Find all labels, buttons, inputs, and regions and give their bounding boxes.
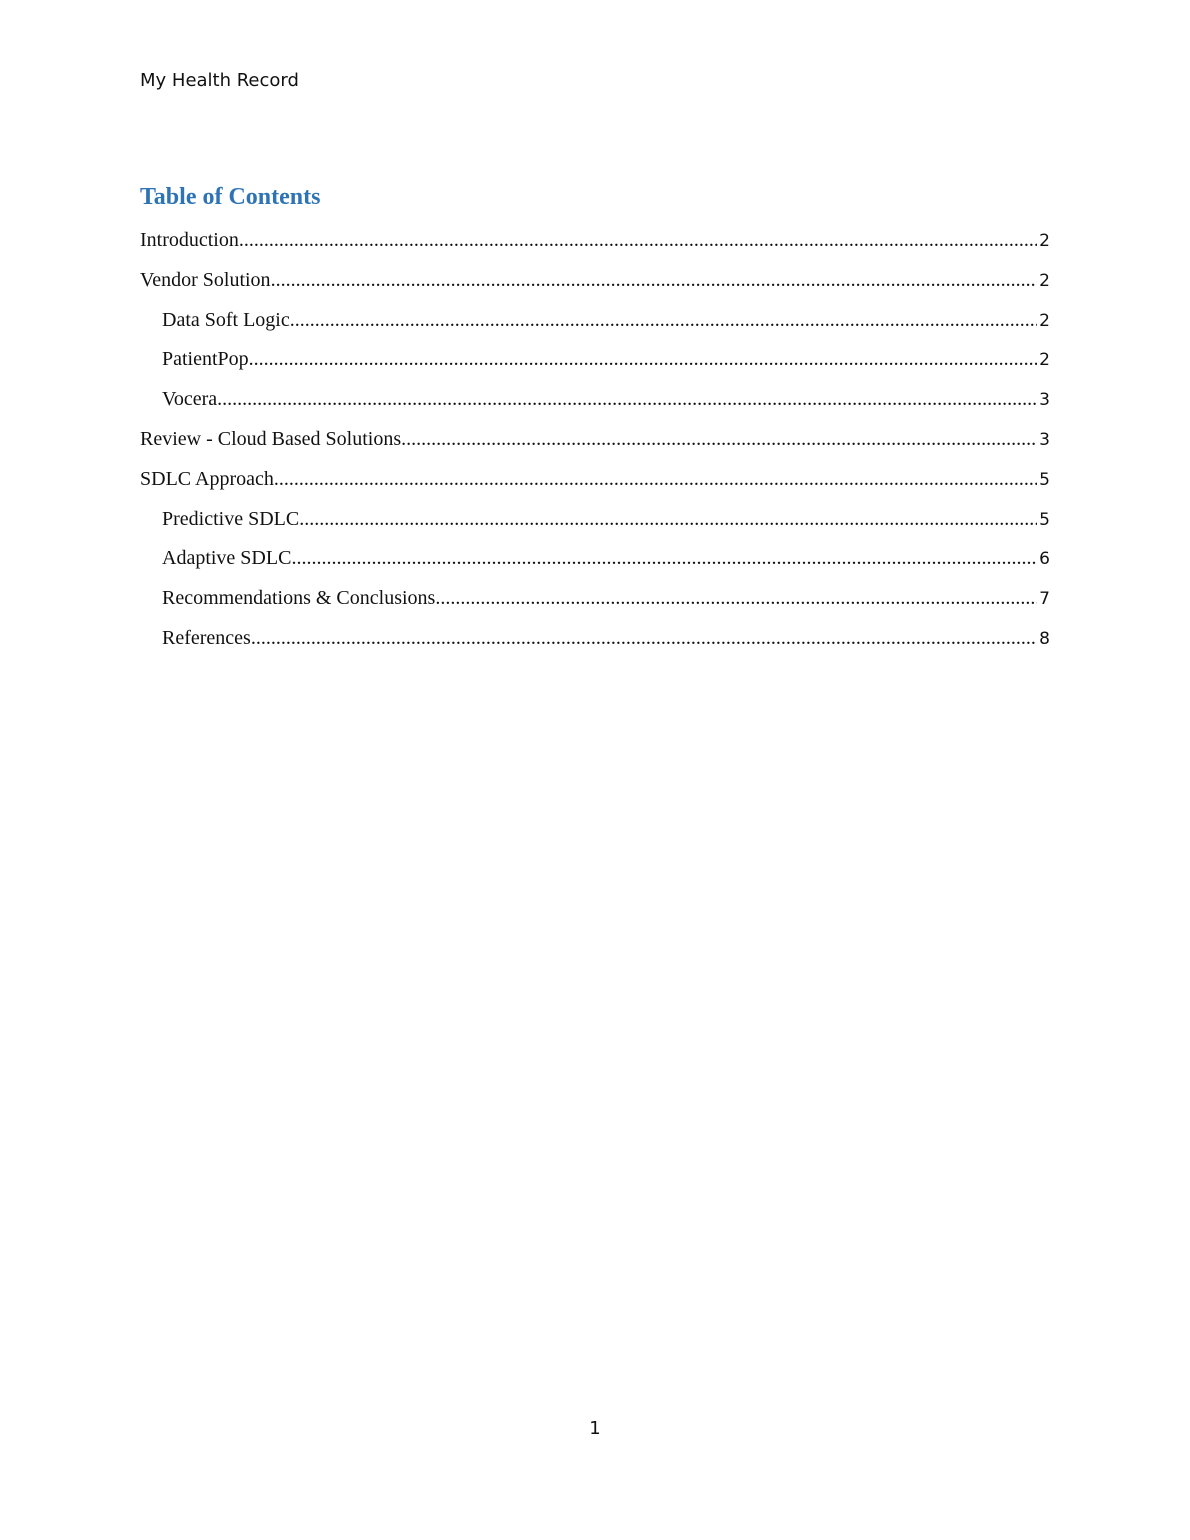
- toc-entry-label: Vocera: [162, 388, 218, 411]
- toc-entry-references[interactable]: [140, 624, 1050, 664]
- toc-entry-label: Review - Cloud Based Solutions: [140, 427, 402, 450]
- toc-dot-leader: [401, 425, 1037, 453]
- toc-entry-introduction[interactable]: [140, 226, 1050, 266]
- toc-entry-predictive-sdlc[interactable]: [140, 505, 1050, 545]
- toc-dot-leader: [239, 226, 1037, 254]
- toc-dot-leader: [217, 385, 1037, 413]
- toc-entry-label: Recommendations & Conclusions: [162, 587, 436, 610]
- toc-entry-patientpop[interactable]: [140, 345, 1050, 385]
- toc-dot-leader: [274, 465, 1037, 493]
- toc-entry-label: Vendor Solution: [140, 268, 271, 291]
- toc-entry-label: Adaptive SDLC: [162, 547, 292, 570]
- toc-dot-leader: [271, 266, 1038, 294]
- toc-dot-leader: [299, 505, 1037, 533]
- toc-entry-recommendations-conclusions[interactable]: [140, 584, 1050, 624]
- toc-entry-page: 3: [1039, 429, 1050, 450]
- toc-entry-label: SDLC Approach: [140, 467, 274, 490]
- toc-entry-vocera[interactable]: [140, 385, 1050, 425]
- toc-dot-leader: [291, 544, 1037, 572]
- page-number: 1: [589, 1418, 601, 1439]
- toc-entry-review-cloud-based-solutions[interactable]: [140, 425, 1050, 465]
- toc-entry-label: Data Soft Logic: [162, 308, 290, 331]
- toc-entry-page: 2: [1039, 310, 1050, 331]
- toc-entry-page: 7: [1039, 589, 1050, 610]
- toc-entry-page: 5: [1039, 469, 1050, 490]
- toc-entry-label: Introduction: [140, 229, 239, 251]
- toc-entry-label: Predictive SDLC: [162, 507, 300, 530]
- toc-entry-adaptive-sdlc[interactable]: [140, 544, 1050, 584]
- toc-entry-page: 2: [1039, 270, 1050, 291]
- toc-entry-page: 8: [1039, 628, 1050, 649]
- toc-entry-page: 3: [1039, 390, 1050, 411]
- toc-entry-page: 2: [1039, 350, 1050, 371]
- running-header: My Health Record: [140, 70, 299, 91]
- toc-entry-data-soft-logic[interactable]: [140, 306, 1050, 346]
- table-of-contents: [140, 226, 1050, 664]
- toc-entry-label: References: [162, 626, 251, 649]
- toc-entry-vendor-solution[interactable]: [140, 266, 1050, 306]
- toc-entry-page: 2: [1039, 231, 1050, 251]
- toc-entry-label: PatientPop: [162, 348, 249, 371]
- toc-dot-leader: [249, 345, 1038, 373]
- toc-title: Table of Contents: [140, 184, 321, 210]
- toc-dot-leader: [290, 306, 1037, 334]
- toc-dot-leader: [435, 584, 1037, 612]
- toc-entry-page: 6: [1039, 549, 1050, 570]
- toc-dot-leader: [251, 624, 1037, 652]
- toc-entry-sdlc-approach[interactable]: [140, 465, 1050, 505]
- toc-entry-page: 5: [1039, 509, 1050, 530]
